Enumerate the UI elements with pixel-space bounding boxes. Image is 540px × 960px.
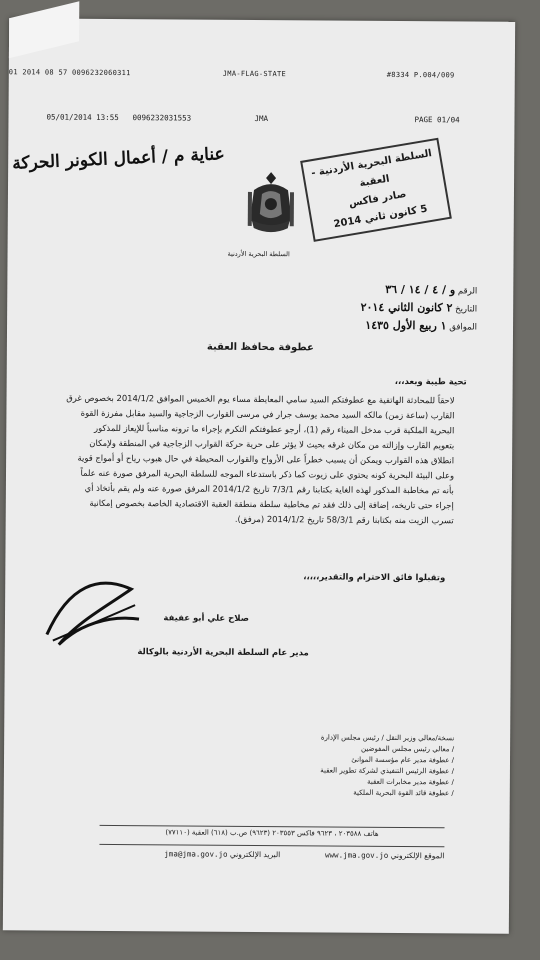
fax-header-left: 01 2014 08 57 0096232060311 [8,68,131,78]
cc-item: / معالي رئيس مجلس المفوضين [361,744,455,754]
body-line: تسرب الزيت منه بكتابنا رقم 58/3/1 تاريخ 2014/1/2 (مرفق). [234,513,454,526]
emblem-caption: السلطة البحرية الأردنية [227,249,290,259]
stamp-line-1: السلطة البحرية الأردنية - العقبة [310,148,433,190]
body-line: بأنه تم مخاطبة المذكور لهذه الغاية بكتابنا رقم 7/3/1 تاريخ 2014/1/2 المرفق صورة عنه ولم يقم بأتخاذ أي [84,482,454,496]
letter-body [44,391,455,529]
fax-sent-stamp [300,138,452,242]
fax-header-right: #8334 P.004/009 [386,70,455,80]
cc-item: / عطوفة قائد القوة البحرية الملكية [353,788,454,798]
fax-number: 0096232031553 [132,113,192,123]
body-line: انطلاق هذه القوارب ويمكن أن يسبب خطراً على الأرواح والقوارب المحيطة في حال هبوب رياح أو أمواج قوية [77,452,455,466]
jordan-coat-of-arms-icon [244,168,299,248]
ref-date-value: ٢ كانون الثاني ٢٠١٤ [360,300,453,315]
ref-corr-value: ١ ربيع الأول ١٤٣٥ [365,318,447,333]
greeting: تحية طيبة وبعد،،، [394,376,467,388]
closing: وتقبلوا فائق الاحترام والتقدير،،،،، [303,572,446,584]
fax-date: 05/01/2014 13:55 [46,112,119,123]
signatory-title: مدير عام السلطة البحرية الأردنية بالوكالة [137,647,309,659]
email-link[interactable]: jma@jma.gov.jo [164,849,228,859]
body-line: وعلى البيئة البحرية كونه يحتوي على زيوت كما ذكر باستدعاء الموجه للسلطة البحرية المرفق صورة عنه علماً [80,467,455,481]
ref-number [357,283,477,297]
body-line: لاحقاً للمحادثة الهاتفية مع عطوفتكم السيد سامي المعايطة مساء يوم الخميس الموافق 2014/1/2 بخصوص غرق [66,392,455,406]
cc-item: / عطوفة مدير عام مؤسسة الموانئ [351,755,455,765]
fax-org: JMA [254,113,269,124]
fax-header-center: JMA-FLAG-STATE [222,69,287,79]
body-line: إجراء حتى تاريخه، إضافة إلى ذلك فقد تم مخاطبة سلطة منطقة العقبة الاقتصادية الخاصة بخصوص إمكانية [89,497,454,511]
handwritten-note: عناية م / أعمال الكونر الحركة [11,144,226,174]
body-line: البحرية الملكية قرب مدخل الميناء رقم (1)، أرجو عطوفتكم التكرم بإجراء ما ترونه مناسباً للإيعاز للمذكور [94,422,455,436]
ref-number-label: الرقم [457,286,478,297]
ref-date [357,301,477,315]
fax-page: PAGE 01/04 [414,115,460,125]
ref-number-value: و / ٤ / ١٤ / ٣٦ [385,282,456,297]
ref-date-label: التاريخ [455,304,478,315]
stamp-line-3: 5 كانون ثاني 2014 [332,203,429,231]
footer-contact: هاتف ٢٠٣٥٨٨ ، ٩٦٢٣ فاكس ٢٠٣٥٥٣ (٩٦٢٣) ص.ب (٦١٨) العقبة (٧٧١١٠) [165,828,379,838]
body-line: بتعويم القارب وإزالته من مكان غرقه بحيث لا يؤثر على حرية حركة القوارب الزجاجية في المنطقة ولإمكان [89,437,455,451]
signatory-name: صلاح علي أبو عفيفة [163,613,250,624]
stamp-line-2: صادر فاكس [348,188,408,210]
ref-corr-label: الموافق [449,322,478,333]
ref-corresponding [357,319,477,333]
body-line: القارب (ساعة زمن) مالكه السيد محمد يوسف جرار في مرسى القوارب الزجاجية والسيد مقابل مفرزة القوة [80,407,455,421]
addressee: عطوفة محافظ العقبة [206,341,314,354]
cc-item: / عطوفة الرئيس التنفيذي لشركة تطوير العقبة [320,766,454,776]
cc-item: نسخة/معالي وزير النقل / رئيس مجلس الإدارة [320,733,455,743]
cc-list [294,732,454,799]
web-link[interactable]: www.jma.gov.jo [325,850,389,860]
fax-document [3,18,515,934]
cc-item: / عطوفة مدير مخابرات العقبة [367,777,454,787]
email-label: البريد الإلكتروني [229,849,281,860]
underlying-page-corner [9,1,79,58]
web-label: الموقع الإلكتروني [390,850,445,861]
